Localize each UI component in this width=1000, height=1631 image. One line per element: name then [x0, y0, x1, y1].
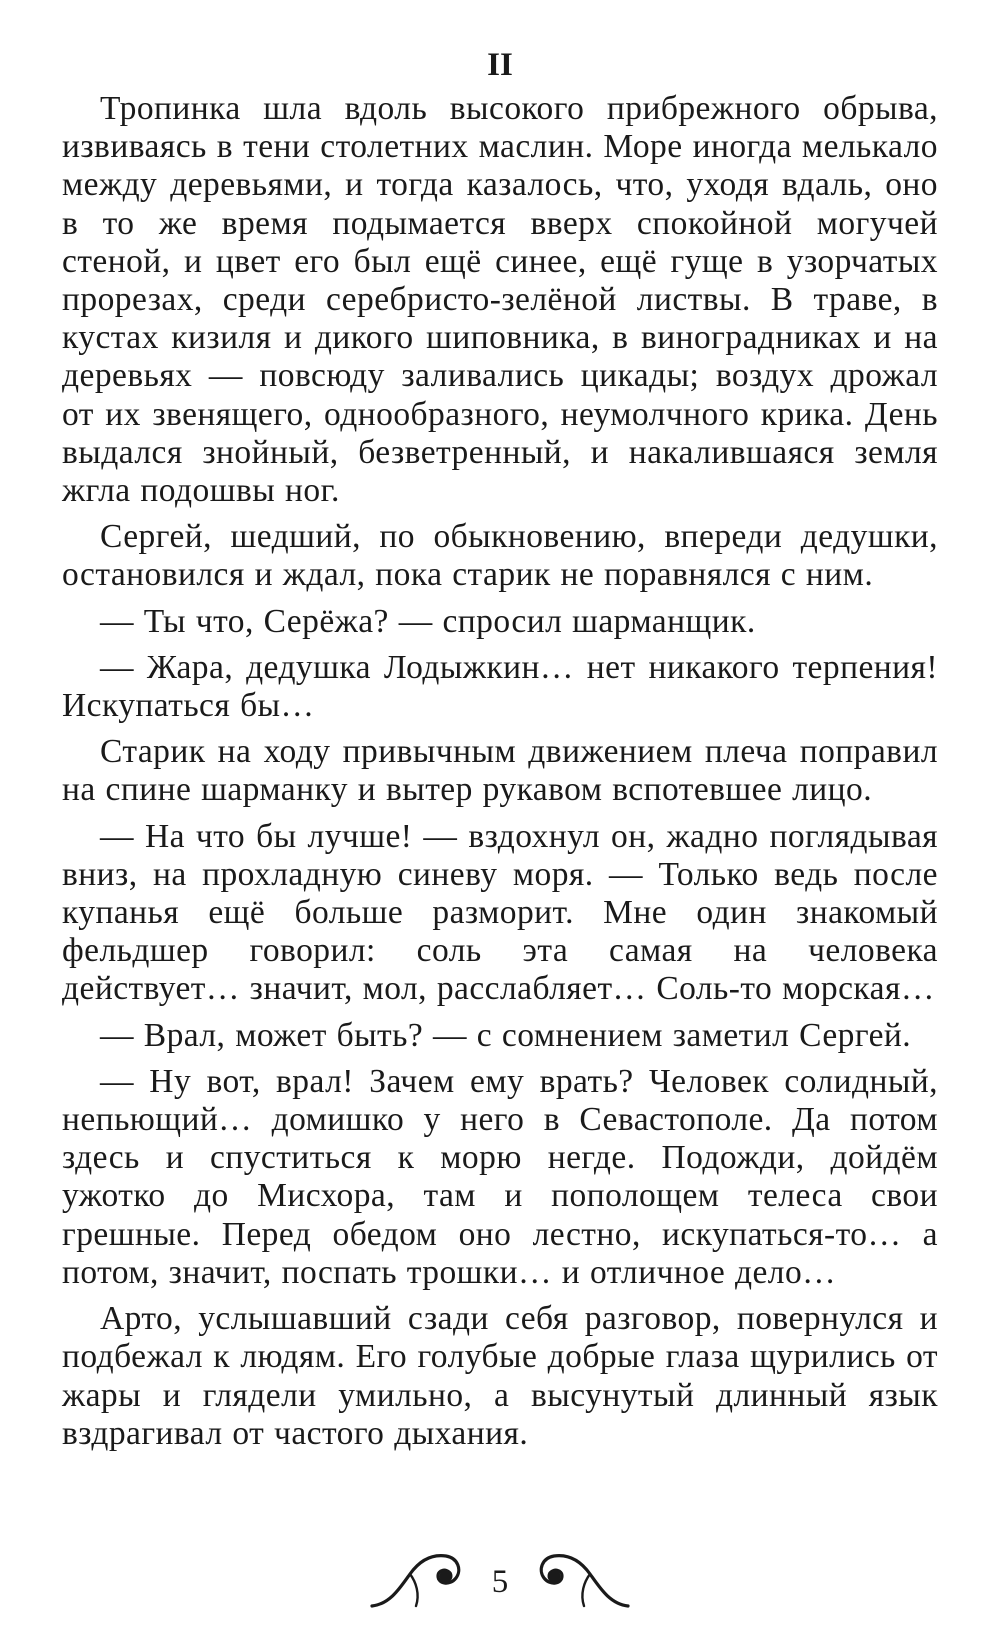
paragraph: — Врал, может быть? — с сомнением заметил Сергей. — [100, 1016, 912, 1054]
page-number: 5 — [491, 1564, 509, 1600]
book-page — [62, 40, 938, 1461]
paragraph: Тропинка шла вдоль высокого прибрежного обрыва, извиваясь в тени столетних маслин. Море иногда мелькало между деревьями, и тогда казалось, что, уходя вдаль, оно в то же время подымается вверх спокойной могучей стеной, и цвет его был ещё синее, ещё гуще в узорчатых прорезах, среди серебристо-зелёной листвы. В траве, в кустах кизиля и дикого шиповника, в виноградниках и на деревьях — повсюду заливались цикады; воздух дрожал от их звенящего, однообразного, неумолчного крика. День выдался знойный, безветренный, и накалившаяся земля жгла подошвы ног. — [62, 90, 938, 510]
paragraph: — Ну вот, врал! Зачем ему врать? Человек солидный, непьющий… домишко у него в Севастополе. Да потом здесь и спуститься к морю негде. Подожди, дойдём ужотко до Мисхора, там и пополощем телеса свои грешные. Перед обедом оно лестно, искупаться-то… а потом, значит, поспать трошки… и отличное дело… — [62, 1062, 938, 1291]
scroll-ornament-right-icon — [530, 1548, 630, 1610]
paragraph: Сергей, шедший, по обыкновению, впереди дедушки, остановился и ждал, пока старик не поравнялся с ним. — [62, 518, 938, 594]
chapter-heading: II — [487, 47, 513, 83]
paragraph: Старик на ходу привычным движением плеча поправил на спине шарманку и вытер рукавом вспотевшее лицо. — [62, 733, 938, 809]
paragraph: Арто, услышавший сзади себя разговор, повернулся и подбежал к людям. Его голубые добрые глаза щурились от жары и глядели умильно, а высунутый длинный язык вздрагивал от частого дыхания. — [62, 1300, 938, 1452]
paragraph: — Жара, дедушка Лодыжкин… нет никакого терпения! Искупаться бы… — [62, 648, 938, 725]
paragraph: — На что бы лучше! — вздохнул он, жадно поглядывая вниз, на прохладную синеву моря. — Только ведь после купанья ещё больше разморит. Мне один знакомый фельдшер говорил: соль эта самая на человека действует… значит, мол, расслабляет… Соль-то морская… — [62, 817, 938, 1008]
page-footer — [370, 1548, 630, 1618]
paragraph: — Ты что, Серёжа? — спросил шарманщик. — [100, 602, 756, 640]
